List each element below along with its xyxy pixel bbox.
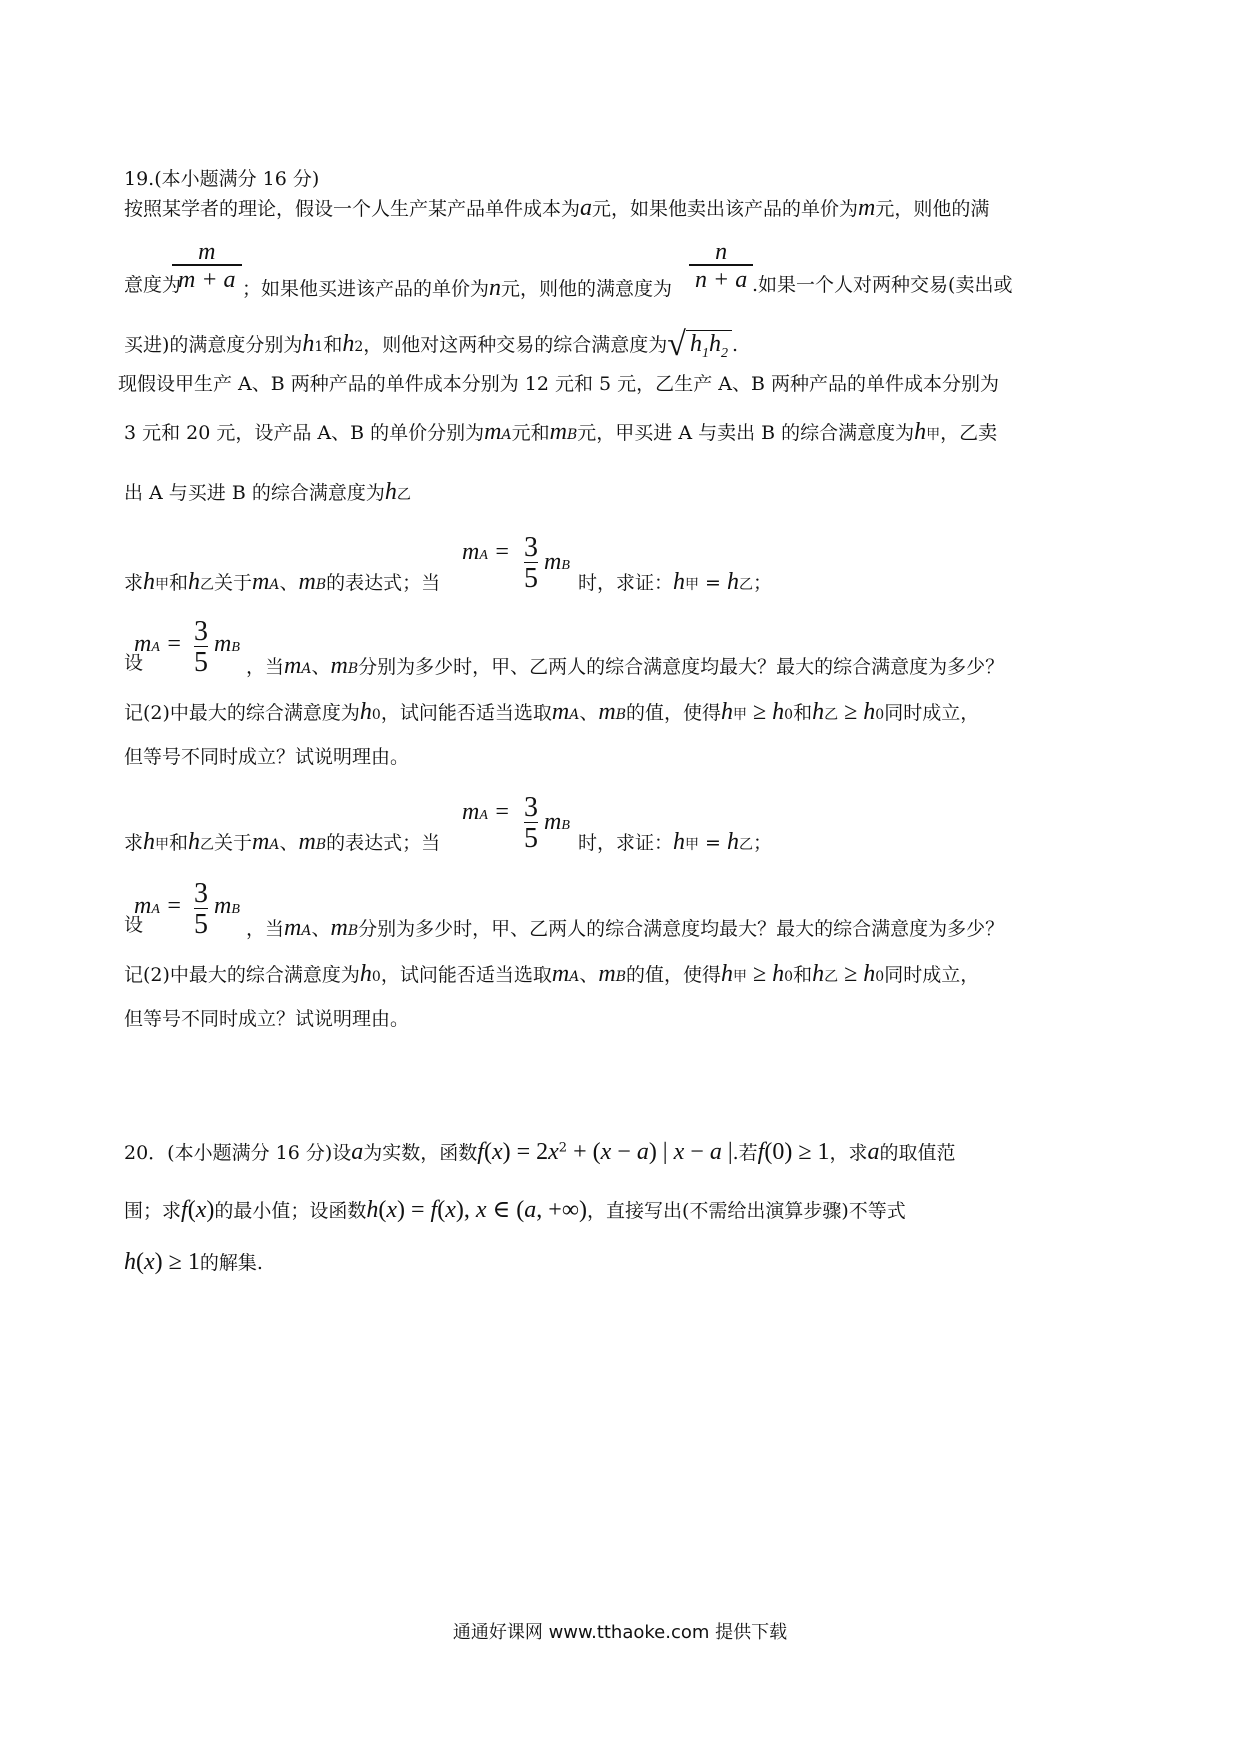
q20-line1: 20．(本小题满分 16 分)设a为实数，函数$f(x) = 2x^2 + (x - a)$ | x − a |.若f(0) ≥ 1，求a的取值范 (124, 1139, 956, 1165)
q19-line2: 意度为 $\frac{m}{m + a}$ ；如果他买进该产品的单价为n元，则他的满意度为 $\frac{n}{n + a}$ .如果一个人对两种交易(卖出或 (124, 239, 1013, 301)
q19-line5: 3 元和 20 元，设产品 A、B 的单价分别为mA元和mB元，甲买进 A 与卖出 B 的综合满意度为h甲，乙卖 (124, 419, 998, 445)
q20-line2: 围；求f(x)的最小值；设函数h(x) = f(x), x ∈ (a, +∞)，直接写出(不需给出演算步骤)不等式 (124, 1197, 906, 1223)
q19-line6: 出 A 与买进 B 的综合满意度为h乙 (124, 479, 411, 505)
q19-part3-cont-repeat: 但等号不同时成立？试说明理由。 (124, 1008, 410, 1030)
q19-line4: 现假设甲生产 A、B 两种产品的单件成本分别为 12 元和 5 元，乙生产 A、B 两种产品的单件成本分别为 (118, 373, 999, 395)
q19-part1-repeat: 求h甲和h乙关于mA、mB的表达式；当 mA = $\frac{3}{5}$ mB 时，求证：h甲 = h乙； (124, 792, 773, 855)
q19-part3-repeat: 记(2)中最大的综合满意度为h0，试问能否适当选取mA、mB的值，使得h甲 ≥ h0和h乙 ≥ h0同时成立， (124, 961, 980, 987)
q19-part3: 记(2)中最大的综合满意度为h0，试问能否适当选取mA、mB的值，使得h甲 ≥ h0和h乙 ≥ h0同时成立， (124, 699, 980, 725)
q19-line1: 按照某学者的理论，假设一个人生产某产品单件成本为a元，如果他卖出该产品的单价为m元，则他的满 (124, 195, 990, 221)
q20-line3: h(x) ≥ 1的解集. (124, 1249, 263, 1275)
footer-watermark: 通通好课网 www.tthaoke.com 提供下载 (452, 1622, 788, 1643)
q19-header: 19.(本小题满分 16 分) (124, 168, 320, 190)
q19-part3-cont: 但等号不同时成立？试说明理由。 (124, 746, 410, 768)
q19-part2-repeat: 设 mA = $\frac{3}{5}$ mB ，当mA、mB分别为多少时，甲、乙两人的综合满意度均最大？最大的综合满意度为多少？ (124, 878, 1005, 941)
q19-part1: 求h甲和h乙关于mA、mB的表达式；当 mA = $\frac{3}{5}$ mB 时，求证：h甲 = h乙； (124, 532, 773, 595)
q19-part2: 设 mA = $\frac{3}{5}$ mB ，当mA、mB分别为多少时，甲、乙两人的综合满意度均最大？最大的综合满意度为多少？ (124, 616, 1005, 679)
q19-line3: 买进)的满意度分别为h1和h2，则他对这两种交易的综合满意度为√ $h_1h_2$ . (124, 326, 739, 363)
